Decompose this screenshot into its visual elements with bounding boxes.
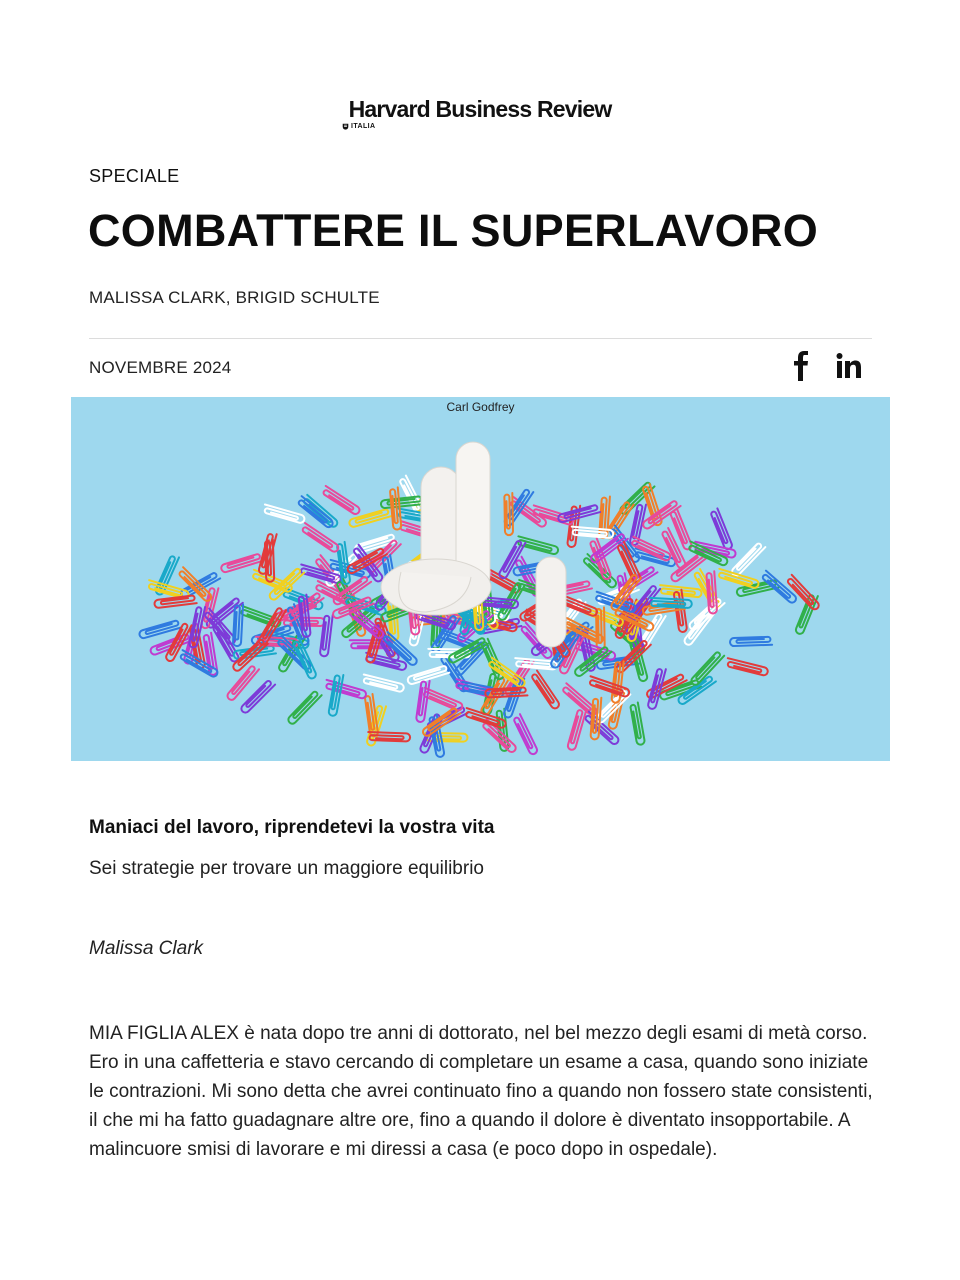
paperclip: [710, 508, 733, 550]
article-body: MIA FIGLIA ALEX è nata dopo tre anni di dottorato, nel bel mezzo degli esami di metà corso. Ero in una caffetteria e stavo cercando di completare un esame a casa, quando sono iniziate le contrazioni. Mi sono detta che avrei continuato fino a quando non fossero state consistenti, il che mi ha fatto guadagnare altre ore, fino a quando il dolore è diventato insopportabile. A malincuore smisi di lavorare e mi diressi a casa (e poco dopo in ospedale).: [89, 1023, 873, 1160]
article-subhead: Maniaci del lavoro, riprendetevi la vostra vita: [89, 817, 495, 838]
paperclip: [530, 671, 560, 710]
paperclip: [726, 658, 769, 676]
share-bar: [786, 350, 864, 382]
masthead-edition: ITALIA: [342, 123, 375, 130]
paperclip: [263, 504, 306, 523]
paperclip: [630, 703, 645, 746]
paperclip: [154, 595, 197, 608]
paperclip: [513, 714, 539, 755]
paperclip-pile-illustration: [71, 397, 890, 761]
paperclip: [287, 690, 322, 726]
linkedin-icon: [835, 352, 863, 380]
hbr-shield-icon: [342, 123, 349, 130]
masthead-title: Harvard Business Review: [348, 96, 612, 122]
paperclip: [416, 680, 430, 723]
divider: [89, 338, 872, 339]
paperclip: [659, 585, 702, 597]
paperclip: [320, 614, 333, 657]
article-byline: Malissa Clark: [89, 938, 204, 959]
linkedin-share-button[interactable]: [834, 350, 864, 382]
paperclip: [139, 620, 182, 639]
publication-date: NOVEMBRE 2024: [89, 358, 232, 377]
paperclip: [730, 637, 772, 646]
masthead-logo[interactable]: [0, 96, 960, 123]
facebook-icon: [792, 351, 810, 381]
paperclip: [567, 708, 586, 751]
page-title: COMBATTERE IL SUPERLAVORO: [88, 205, 819, 256]
facebook-share-button[interactable]: [786, 350, 816, 382]
paperclip: [730, 541, 765, 577]
paperclip: [240, 679, 275, 714]
paperclip: [390, 487, 402, 530]
paperclip: [362, 674, 405, 692]
hero-image: [71, 397, 890, 761]
article-dek: Sei strategie per trovare un maggiore equilibrio: [89, 858, 484, 879]
photo-credit: Carl Godfrey: [446, 400, 515, 414]
paperclip: [509, 497, 548, 528]
paperclip: [407, 665, 450, 685]
paperclip: [348, 508, 391, 527]
paperclip: [590, 697, 601, 739]
section-kicker: SPECIALE: [89, 166, 180, 186]
article-authors: MALISSA CLARK, BRIGID SCHULTE: [89, 288, 380, 307]
